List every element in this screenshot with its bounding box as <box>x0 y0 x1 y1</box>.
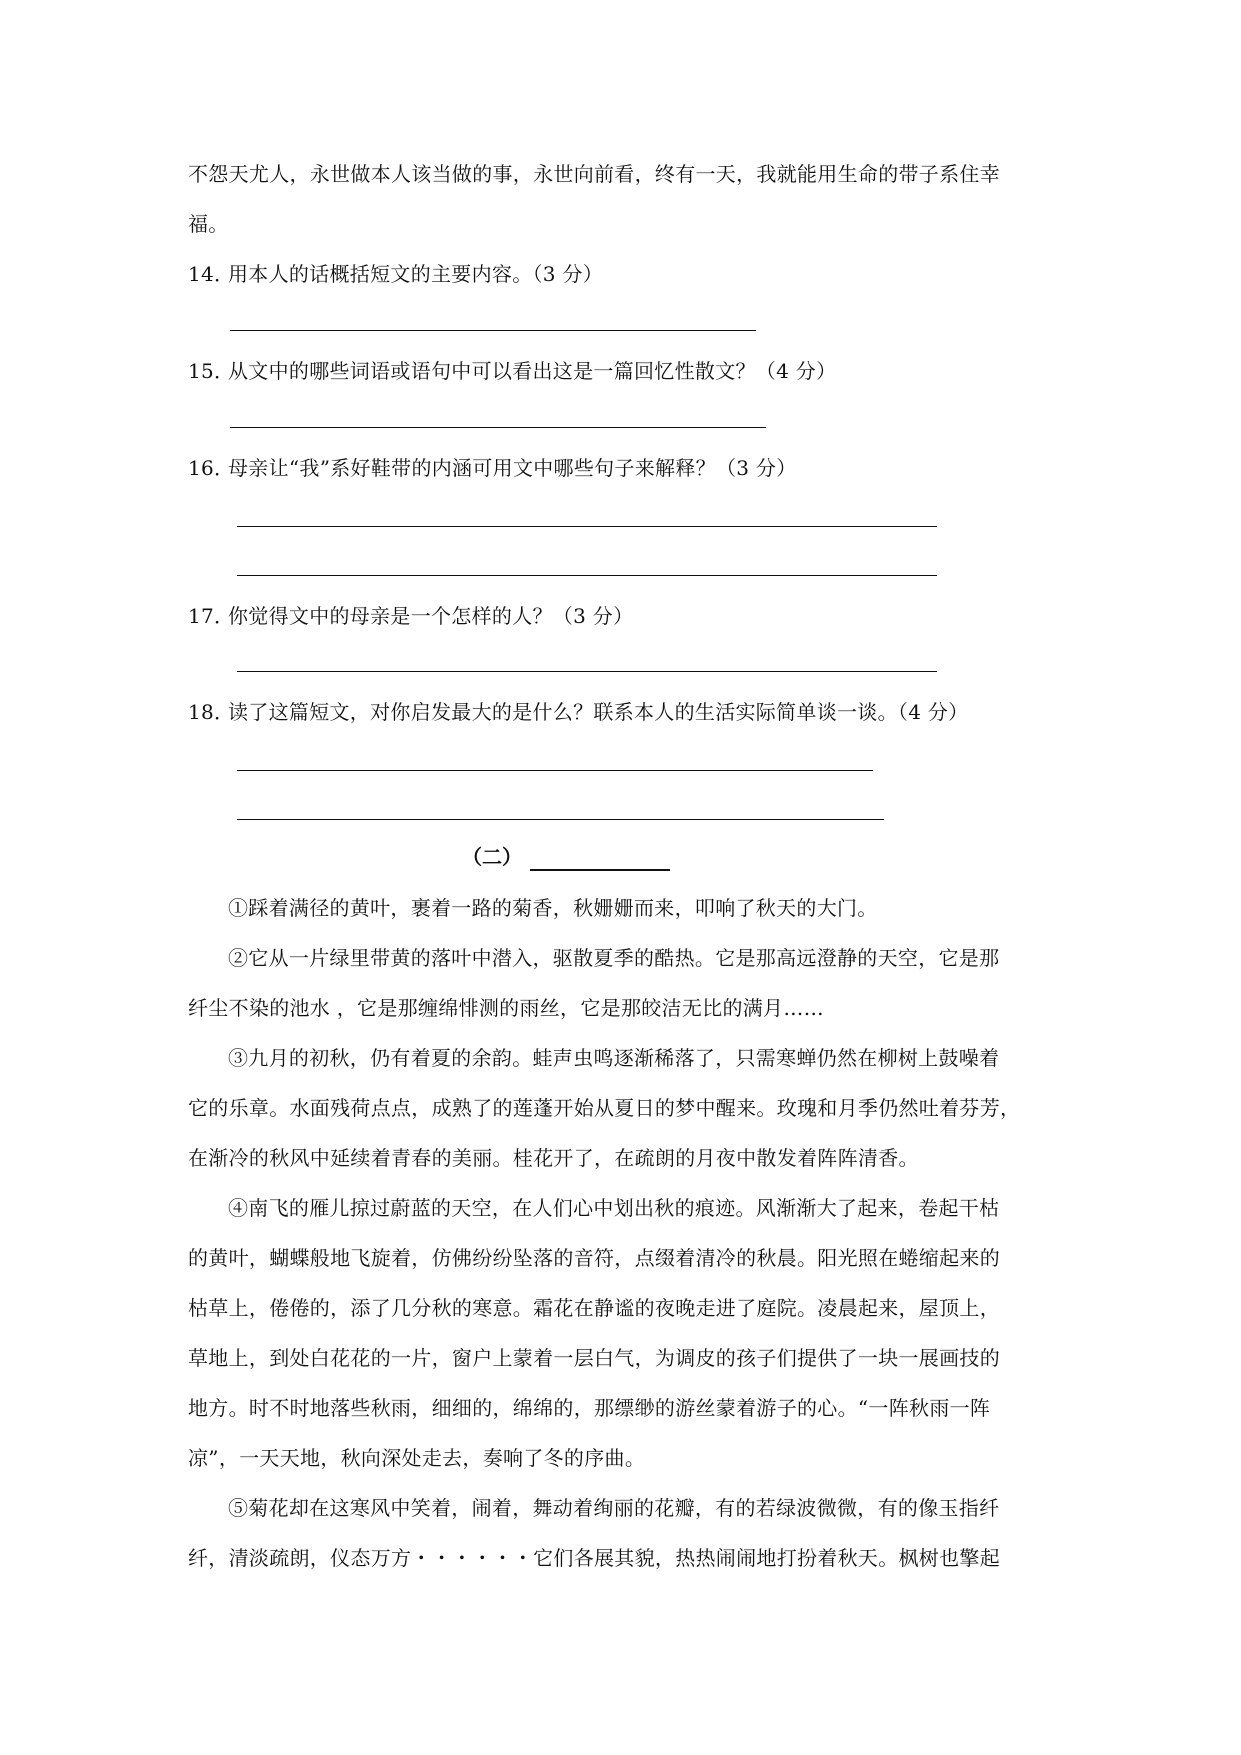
passage-line: 枯草上，倦倦的，添了几分秋的寒意。霜花在静谧的夜晚走进了庭院。凌晨起来，屋顶上， <box>188 1296 1000 1320</box>
answer-line[interactable] <box>237 770 873 771</box>
passage-line: ⑤菊花却在这寒风中笑着，闹着，舞动着绚丽的花瓣，有的若绿波微微，有的像玉指纤 <box>228 1496 1000 1520</box>
answer-line[interactable] <box>237 526 937 527</box>
question-text: 母亲让“我”系好鞋带的内涵可用文中哪些句子来解释？（3 分） <box>228 456 797 480</box>
question-number: 15． <box>188 359 235 383</box>
passage-line: ①踩着满径的黄叶，裹着一路的菊香，秋姗姗而来，叩响了秋天的大门。 <box>228 896 878 920</box>
question-text: 用本人的话概括短文的主要内容。（3 分） <box>228 262 604 286</box>
question-text: 读了这篇短文，对你启发最大的是什么？联系本人的生活实际简单谈一谈。（4 分） <box>228 700 969 724</box>
question-number: 17． <box>188 604 235 628</box>
answer-line[interactable] <box>237 575 937 576</box>
question-number: 16． <box>188 456 235 480</box>
question-17 <box>188 602 633 630</box>
passage-line: 在渐冷的秋风中延续着青春的美丽。桂花开了，在疏朗的月夜中散发着阵阵清香。 <box>188 1146 919 1170</box>
question-16 <box>188 454 797 482</box>
answer-line[interactable] <box>230 427 766 428</box>
passage-line: 的黄叶，蝴蝶般地飞旋着，仿佛纷纷坠落的音符，点缀着清冷的秋晨。阳光照在蜷缩起来的 <box>188 1246 1000 1270</box>
question-14 <box>188 260 603 288</box>
answer-line[interactable] <box>230 330 756 331</box>
question-text: 从文中的哪些词语或语句中可以看出这是一篇回忆性散文？（4 分） <box>228 359 837 383</box>
section-number: （二） <box>462 845 522 869</box>
passage-line: 草地上，到处白花花的一片，窗户上蒙着一层白气，为调皮的孩子们提供了一块一展画技的 <box>188 1346 1000 1370</box>
question-15 <box>188 357 836 385</box>
question-text: 你觉得文中的母亲是一个怎样的人？（3 分） <box>228 604 634 628</box>
passage-line: 它的乐章。水面残荷点点，成熟了的莲蓬开始从夏日的梦中醒来。玫瑰和月季仍然吐着芬芳， <box>188 1096 1021 1120</box>
passage-line: 不怨天尤人，永世做本人该当做的事，永世向前看，终有一天，我就能用生命的带子系住幸 <box>188 162 1000 186</box>
question-number: 14． <box>188 262 235 286</box>
title-blank[interactable] <box>530 847 670 871</box>
answer-line[interactable] <box>237 671 937 672</box>
section-heading <box>462 843 670 871</box>
passage-line: 凉”，一天天地，秋向深处走去，奏响了冬的序曲。 <box>188 1446 646 1470</box>
passage-line: ②它从一片绿里带黄的落叶中潜入，驱散夏季的酷热。它是那高远澄静的天空，它是那 <box>228 946 1000 970</box>
passage-line: 纤尘不染的池水 ，它是那缠绵悱测的雨丝，它是那皎洁无比的满月…… <box>188 996 824 1020</box>
passage-line: 地方。时不时地落些秋雨，细细的，绵绵的，那缥缈的游丝蒙着游子的心。“一阵秋雨一阵 <box>188 1396 991 1420</box>
question-number: 18． <box>188 700 235 724</box>
answer-line[interactable] <box>237 819 884 820</box>
passage-line: 纤，清淡疏朗，仪态万方・・・・・・它们各展其貌，热热闹闹地打扮着秋天。枫树也擎起 <box>188 1546 1000 1570</box>
question-18 <box>188 698 968 726</box>
passage-line: ③九月的初秋，仍有着夏的余韵。蛙声虫鸣逐渐稀落了，只需寒蝉仍然在柳树上鼓噪着 <box>228 1046 1000 1070</box>
passage-line: ④南飞的雁儿掠过蔚蓝的天空，在人们心中划出秋的痕迹。风渐渐大了起来，卷起干枯 <box>228 1196 1000 1220</box>
passage-line: 福。 <box>188 212 229 236</box>
